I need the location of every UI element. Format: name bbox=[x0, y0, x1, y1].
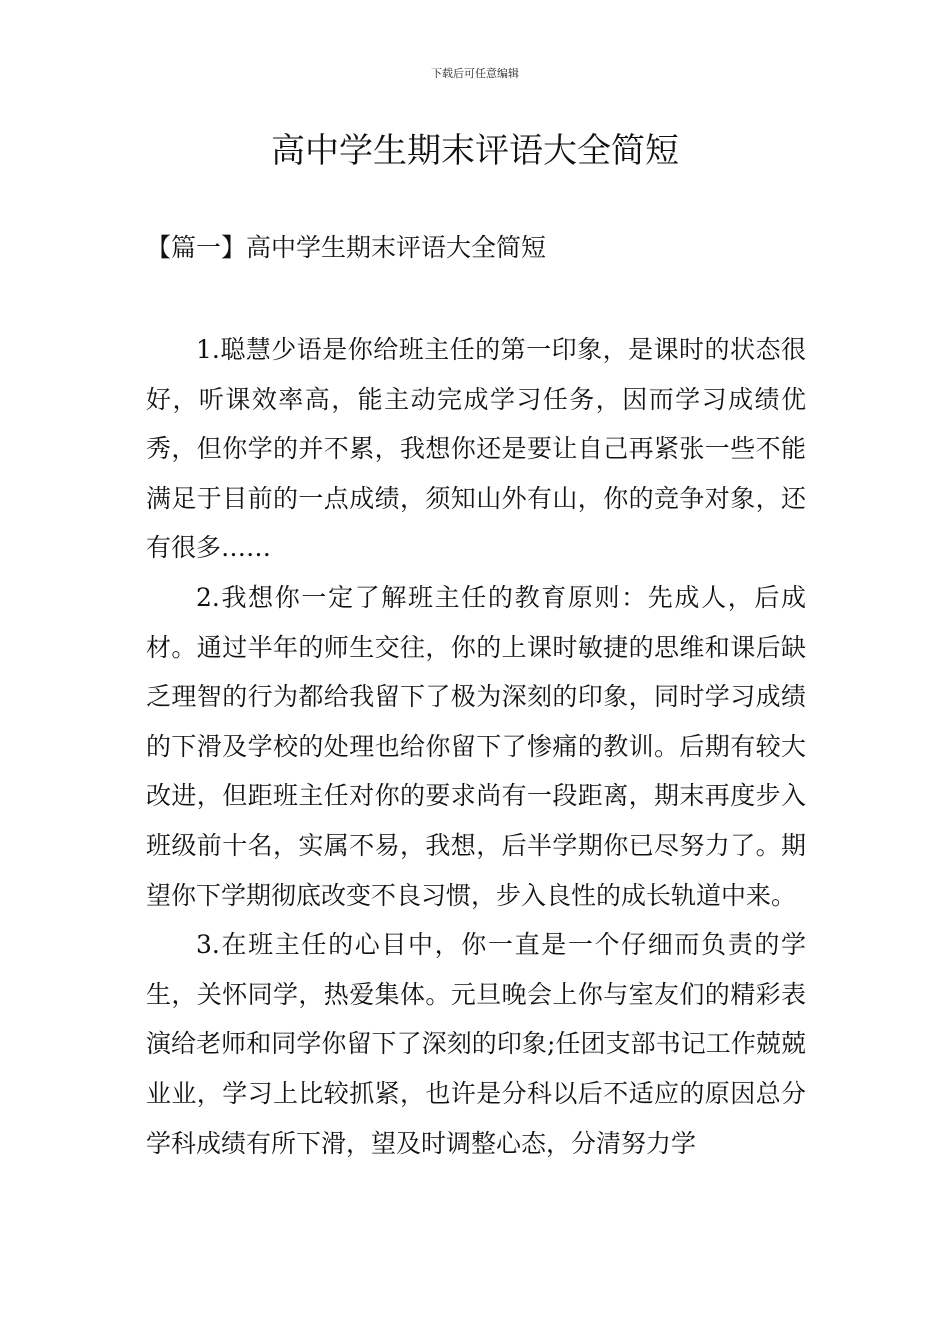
paragraph: 2.我想你一定了解班主任的教育原则：先成人，后成材。通过半年的师生交往，你的上课时敏捷的思维和课后缺乏理智的行为都给我留下了极为深刻的印象，同时学习成绩的下滑及学校的处理也给你留下了惨痛的教训。后期有较大改进，但距班主任对你的要求尚有一段距离，期末再度步入班级前十名，实属不易，我想，后半学期你已尽努力了。期望你下学期彻底改变不良习惯，步入良性的成长轨道中来。 bbox=[146, 582, 806, 910]
header-note: 下载后可任意编辑 bbox=[431, 67, 519, 80]
paragraph: 3.在班主任的心目中，你一直是一个仔细而负责的学生，关怀同学，热爱集体。元旦晚会上你与室友们的精彩表演给老师和同学你留下了深刻的印象;任团支部书记工作兢兢业业，学习上比较抓紧，也许是分科以后不适应的原因总分学科成绩有所下滑，望及时调整心态，分清努力学 bbox=[146, 930, 806, 1158]
section-heading: 【篇一】高中学生期末评语大全简短 bbox=[146, 233, 547, 262]
document-body bbox=[146, 325, 806, 1168]
paragraph: 1.聪慧少语是你给班主任的第一印象，是课时的状态很好，听课效率高，能主动完成学习任务，因而学习成绩优秀，但你学的并不累，我想你还是要让自己再紧张一些不能满足于目前的一点成绩，须知山外有山，你的竞争对象，还有很多…… bbox=[146, 335, 806, 563]
page-title: 高中学生期末评语大全简短 bbox=[271, 131, 679, 171]
